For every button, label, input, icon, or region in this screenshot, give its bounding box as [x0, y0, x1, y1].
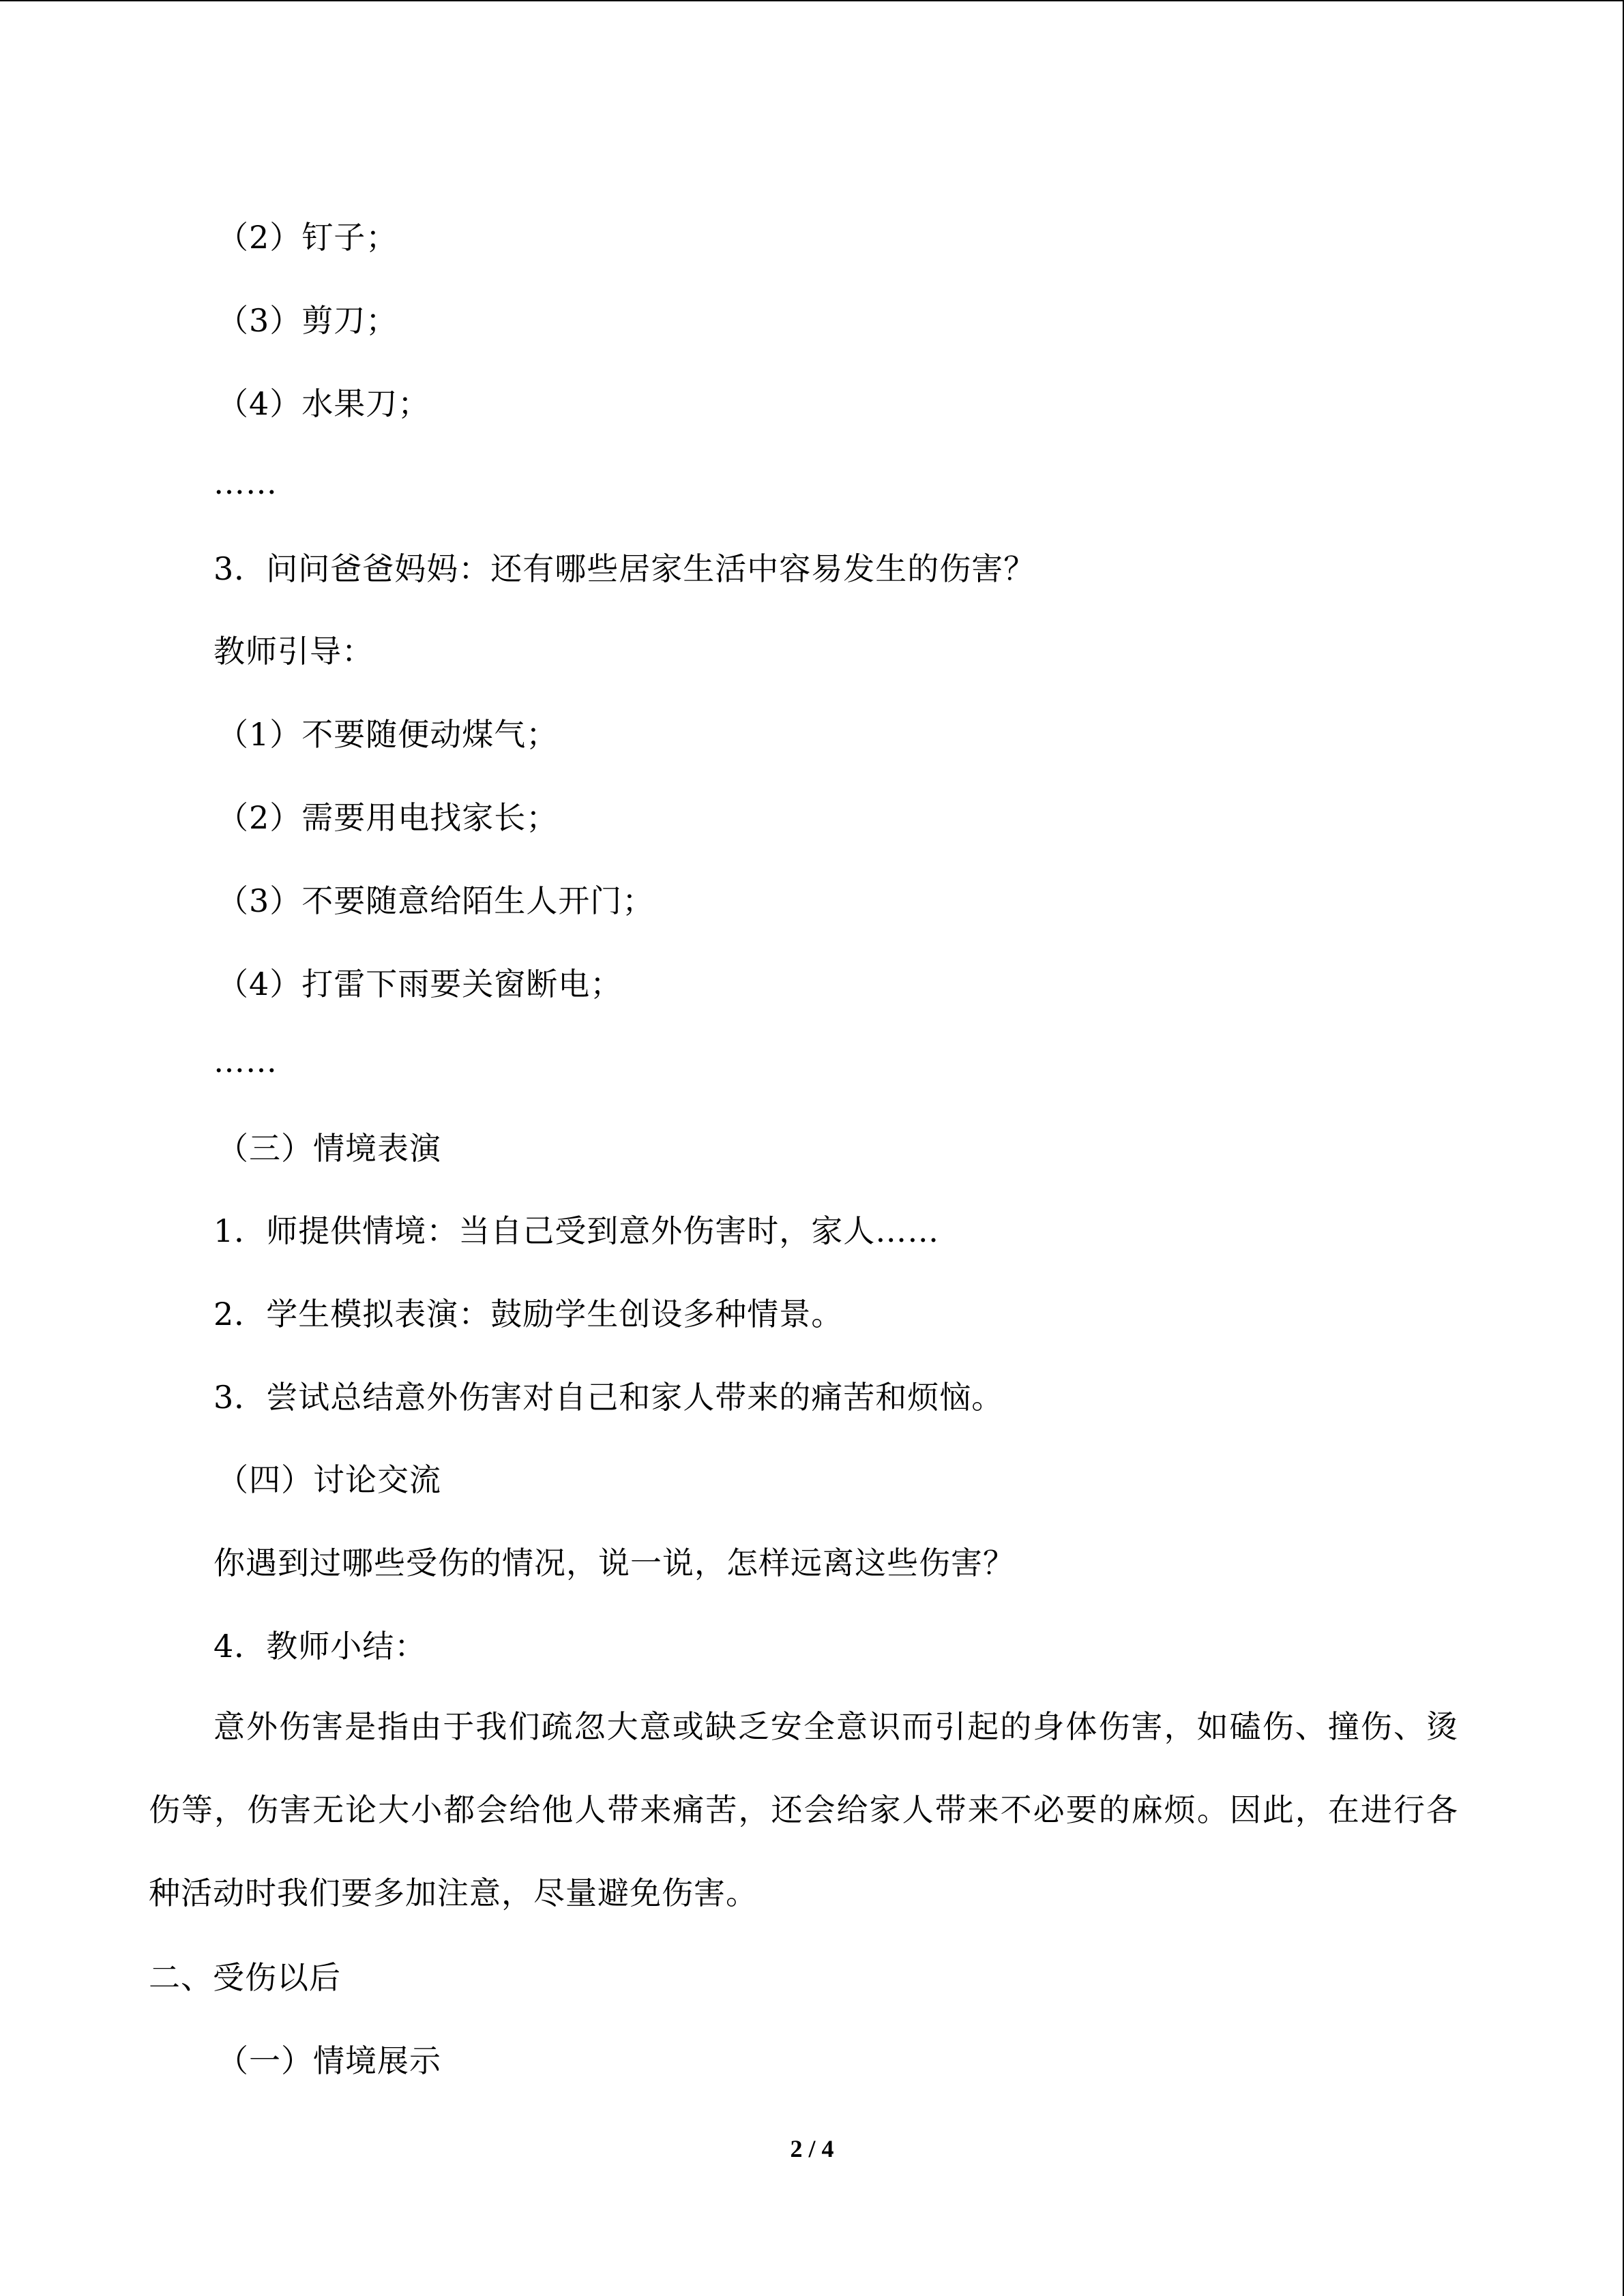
- roleplay-step-2: 2．学生模拟表演：鼓励学生创设多种情景。: [213, 1296, 844, 1332]
- roleplay-step-1: 1．师提供情境：当自己受到意外伤害时，家人……: [213, 1212, 940, 1249]
- step-3-question: 3．问问爸爸妈妈：还有哪些居家生活中容易发生的伤害？: [213, 550, 1036, 587]
- discussion-question: 你遇到过哪些受伤的情况，说一说，怎样远离这些伤害？: [213, 1545, 1015, 1581]
- list-item-strangers: （3）不要随意给陌生人开门；: [217, 882, 655, 919]
- page-number: 2 / 4: [790, 2135, 834, 2162]
- teacher-guidance-heading: 教师引导：: [213, 633, 374, 670]
- ellipsis-line: ……: [213, 1043, 278, 1079]
- section-heading-scenario: （一）情境展示: [217, 2042, 441, 2079]
- section-heading-discussion: （四）讨论交流: [217, 1461, 441, 1498]
- part-heading-after-injury: 二、受伤以后: [149, 1959, 341, 1996]
- list-item-fruit-knife: （4）水果刀；: [217, 385, 430, 422]
- list-item-gas: （1）不要随便动煤气；: [217, 716, 559, 753]
- list-item-electricity: （2）需要用电找家长；: [217, 799, 559, 836]
- list-item-scissors: （3）剪刀；: [217, 302, 398, 339]
- list-item-thunderstorm: （4）打雷下雨要关窗断电；: [217, 966, 623, 1002]
- roleplay-step-3: 3．尝试总结意外伤害对自己和家人带来的痛苦和烦恼。: [213, 1379, 1004, 1416]
- list-item-nail: （2）钉子；: [217, 219, 398, 256]
- section-heading-roleplay: （三）情境表演: [217, 1130, 441, 1167]
- summary-paragraph: 意外伤害是指由于我们疏忽大意或缺乏安全意识而引起的身体伤害，如磕伤、撞伤、烫伤等，伤害无论大小都会给他人带来痛苦，还会给家人带来不必要的麻烦。因此，在进行各种活动时我们要多加注意，尽量避免伤害。: [149, 1708, 1458, 1911]
- ellipsis-line: ……: [213, 464, 278, 501]
- teacher-summary-heading: 4．教师小结：: [213, 1628, 427, 1665]
